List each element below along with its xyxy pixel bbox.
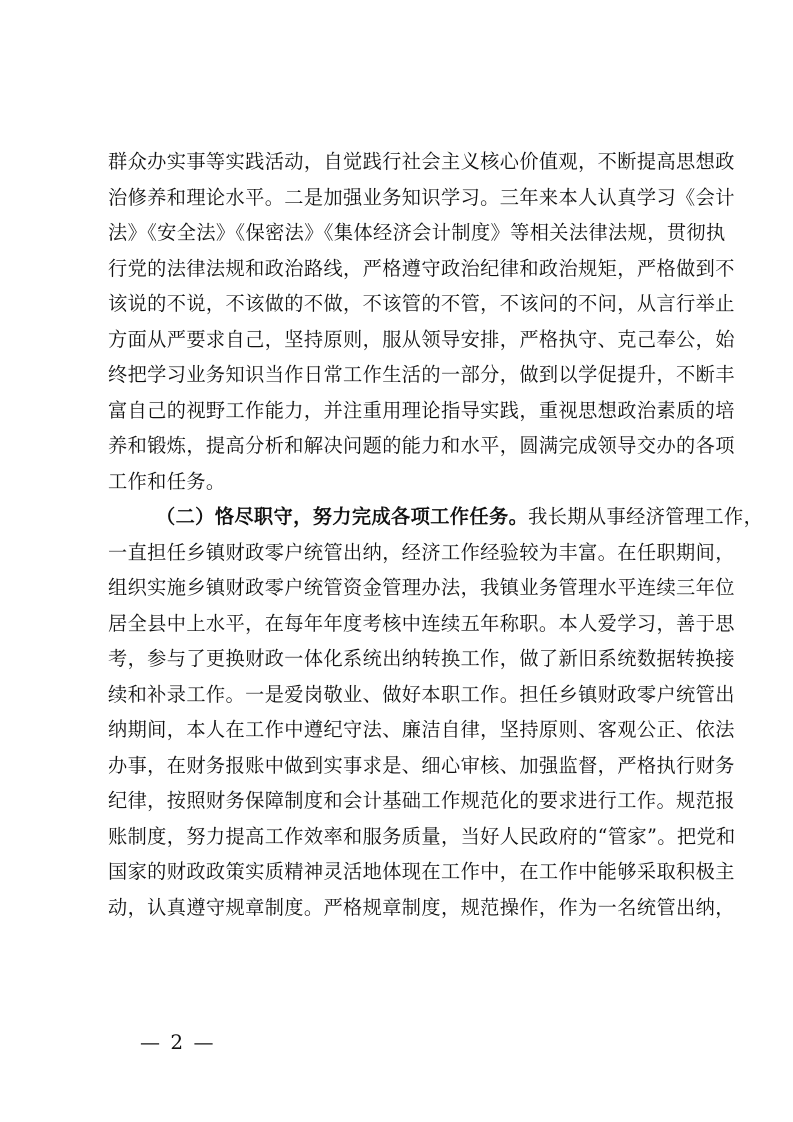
paragraph-line: 养和锻炼，提高分析和解决问题的能力和水平，圆满完成领导交办的各项 — [108, 434, 735, 457]
paragraph-line: 工作和任务。 — [108, 469, 226, 493]
paragraph-line: 组织实施乡镇财政零户统管资金管理办法，我镇业务管理水平连续三年位 — [108, 576, 735, 599]
paragraph-line: 方面从严要求自己，坚持原则，服从领导安排，严格执守、克己奉公，始 — [108, 327, 735, 351]
paragraph-line: 考，参与了更换财政一体化系统出纳转换工作，做了新旧系统数据转换接 — [108, 647, 735, 670]
section-first-line — [108, 499, 764, 535]
paragraph-line: 一直担任乡镇财政零户统管出纳，经济工作经验较为丰富。在任职期间， — [108, 540, 735, 564]
paragraph-line: 终把学习业务知识当作日常工作生活的一部分，做到以学促提升，不断丰 — [108, 363, 735, 386]
paragraph-line: 纪律，按照财务保障制度和会计基础工作规范化的要求进行工作。规范报 — [108, 789, 735, 812]
paragraph-line: 动，认真遵守规章制度。严格规章制度，规范操作，作为一名统管出纳， — [108, 895, 735, 919]
paragraph-line: 账制度，努力提高工作效率和服务质量，当好人民政府的“管家”。把党和 — [108, 824, 736, 848]
paragraph-line: 居全县中上水平，在每年年度考核中连续五年称职。本人爱学习，善于思 — [108, 611, 735, 635]
paragraph-line: 纳期间，本人在工作中遵纪守法、廉洁自律，坚持原则、客观公正、依法 — [108, 718, 735, 741]
page-number: — 2 — — [140, 1030, 216, 1054]
body-text — [108, 144, 764, 925]
paragraph-line: 治修养和理论水平。二是加强业务知识学习。三年来本人认真学习《会计 — [108, 185, 735, 209]
paragraph-line: 行党的法律法规和政治路线，严格遵守政治纪律和政治规矩，严格做到不 — [108, 256, 735, 280]
paragraph-line: 续和补录工作。一是爱岗敬业、做好本职工作。担任乡镇财政零户统管出 — [108, 682, 735, 706]
paragraph-line: 富自己的视野工作能力，并注重用理论指导实践，重视思想政治素质的培 — [108, 398, 735, 422]
paragraph-line: 该说的不说，不该做的不做，不该管的不管，不该问的不问，从言行举止 — [108, 292, 735, 315]
paragraph-line: 群众办实事等实践活动，自觉践行社会主义核心价值观，不断提高思想政 — [108, 150, 735, 173]
paragraph-line: 法》《安全法》《保密法》《集体经济会计制度》等相关法律法规，贯彻执 — [108, 221, 726, 244]
section-first-line-text: 我长期从事经济管理工作， — [528, 505, 764, 528]
paragraph-line: 国家的财政政策实质精神灵活地体现在工作中，在工作中能够采取积极主 — [108, 860, 735, 883]
paragraph-line: 办事，在财务报账中做到实事求是、细心审核、加强监督，严格执行财务 — [108, 753, 735, 777]
section-heading: （二）恪尽职守，努力完成各项工作任务。 — [156, 505, 529, 528]
